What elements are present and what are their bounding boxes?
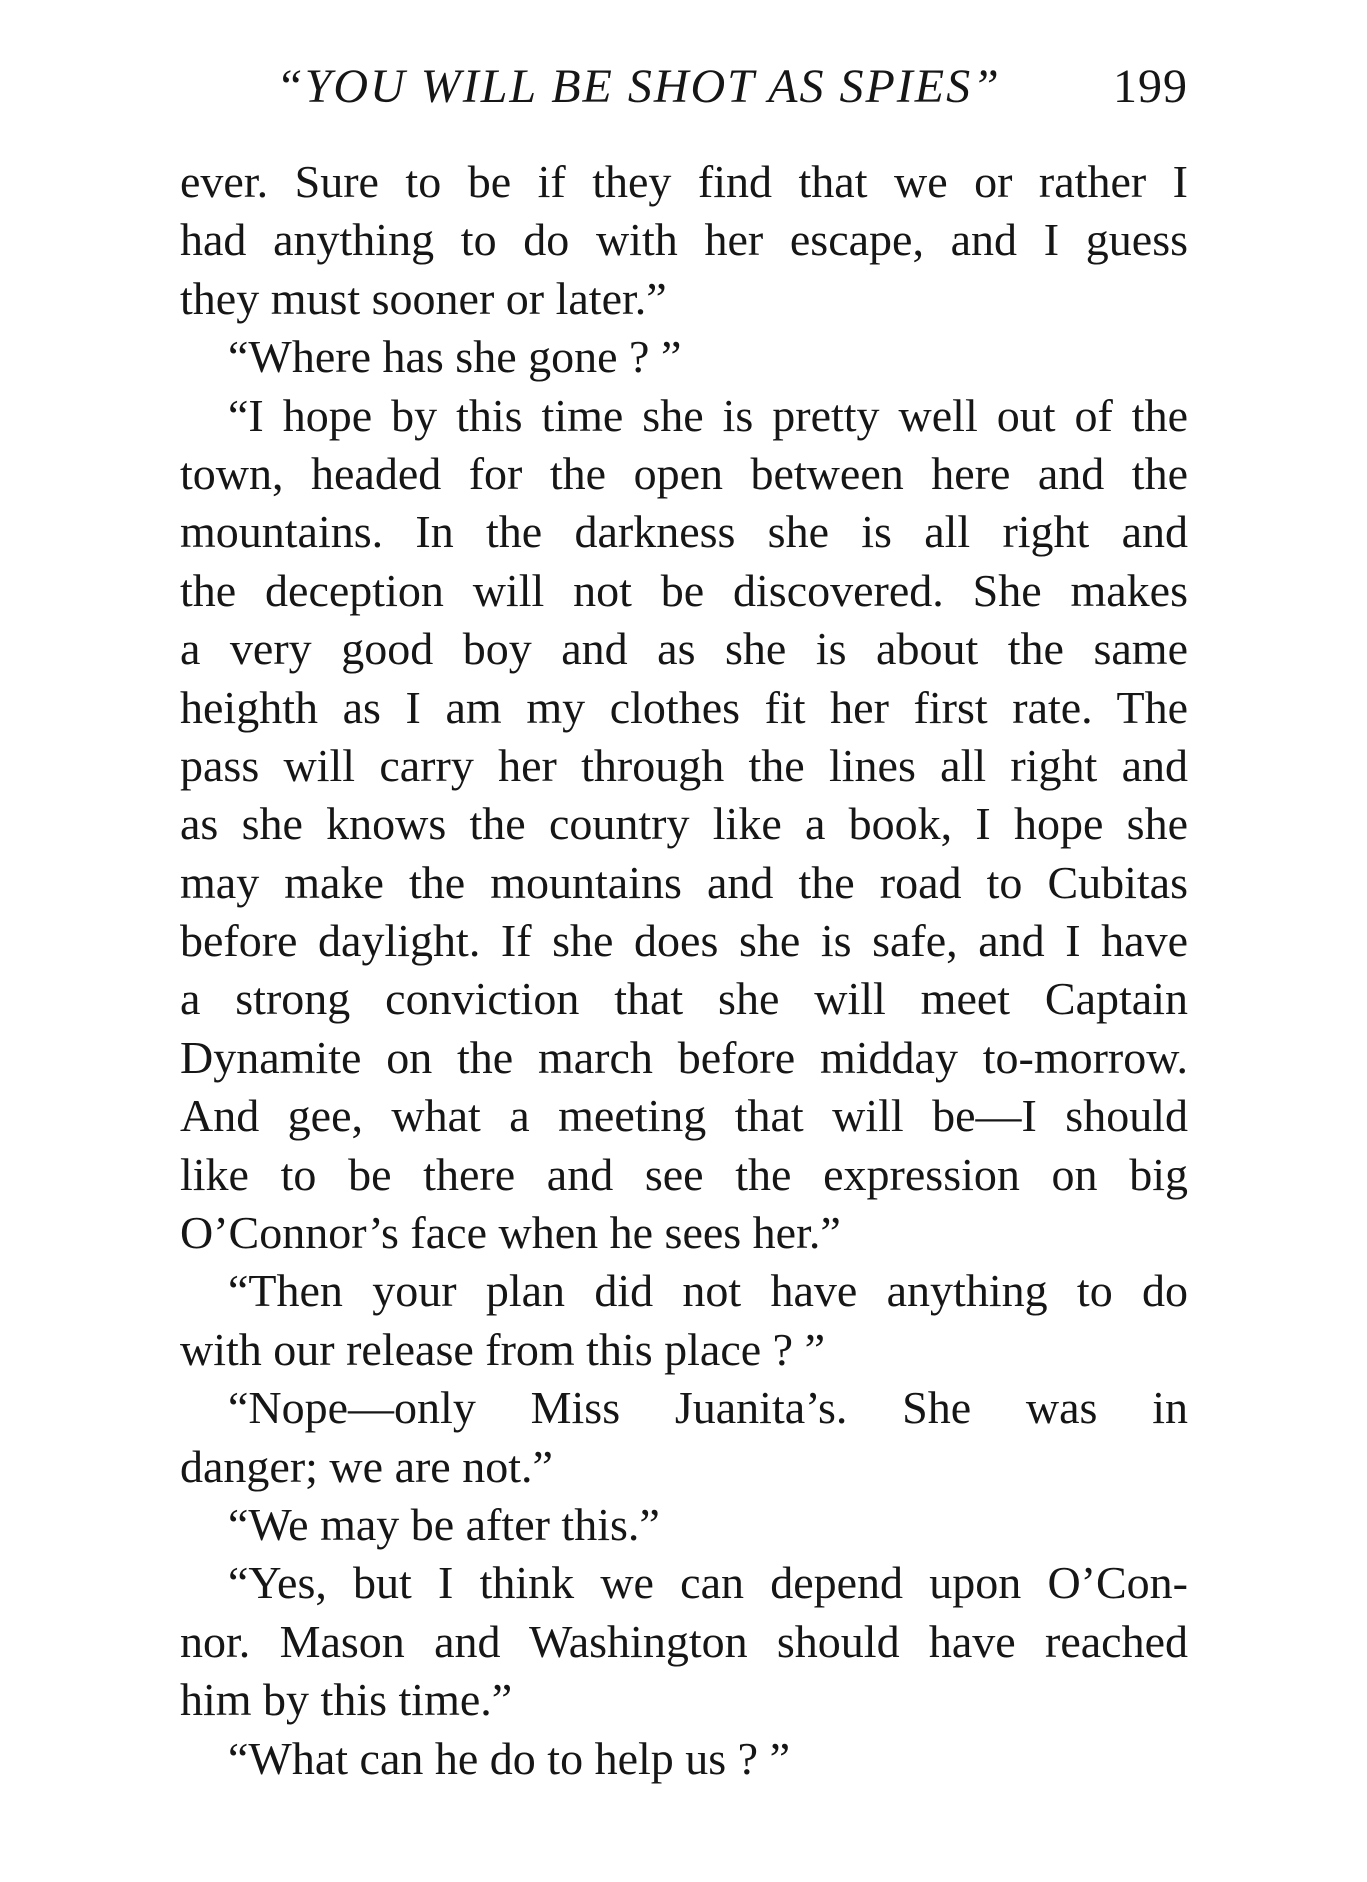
text-line: “Yes, but I think we can depend upon O’Con- <box>228 1557 1188 1609</box>
text-line: “Nope—only Miss Juanita’s. She was in <box>228 1382 1188 1434</box>
text-line: mountains. In the darkness she is all right and <box>180 506 1188 558</box>
text-line: “What can he do to help us ? ” <box>228 1732 790 1784</box>
text-line: him by this time.” <box>180 1674 513 1726</box>
text-line: as she knows the country like a book, I hope she <box>180 798 1188 850</box>
text-line: “I hope by this time she is pretty well out of the <box>228 389 1188 441</box>
page-number: 199 <box>1113 60 1188 113</box>
running-head <box>276 52 1188 122</box>
text-line: And gee, what a meeting that will be—I should <box>180 1090 1188 1142</box>
text-line: they must sooner or later.” <box>180 272 667 324</box>
text-line: heighth as I am my clothes fit her first rate. The <box>180 681 1188 733</box>
text-line: O’Connor’s face when he sees her.” <box>180 1207 841 1259</box>
text-line: nor. Mason and Washington should have reached <box>180 1615 1188 1667</box>
text-line: ever. Sure to be if they find that we or rather I <box>180 156 1188 207</box>
text-line: danger; we are not.” <box>180 1440 553 1492</box>
text-line: Dynamite on the march before midday to-morrow. <box>180 1031 1188 1083</box>
body-text <box>180 153 1188 1788</box>
running-head-title: “YOU WILL BE SHOT AS SPIES” <box>276 60 1001 113</box>
text-line: “Where has she gone ? ” <box>228 331 682 383</box>
text-line: before daylight. If she does she is safe, and I have <box>180 915 1188 967</box>
text-line: like to be there and see the expression on big <box>180 1148 1188 1200</box>
text-line: town, headed for the open between here and the <box>180 447 1188 499</box>
text-line: “We may be after this.” <box>228 1498 660 1550</box>
text-line: with our release from this place ? ” <box>180 1323 826 1375</box>
text-line: a very good boy and as she is about the same <box>180 623 1188 675</box>
text-line: may make the mountains and the road to Cubitas <box>180 856 1188 908</box>
text-line: a strong conviction that she will meet Captain <box>180 973 1188 1025</box>
text-line: “Then your plan did not have anything to do <box>228 1265 1188 1317</box>
text-line: the deception will not be discovered. She makes <box>180 564 1188 616</box>
text-line: pass will carry her through the lines all right and <box>180 739 1188 791</box>
text-line: had anything to do with her escape, and I guess <box>180 214 1188 266</box>
